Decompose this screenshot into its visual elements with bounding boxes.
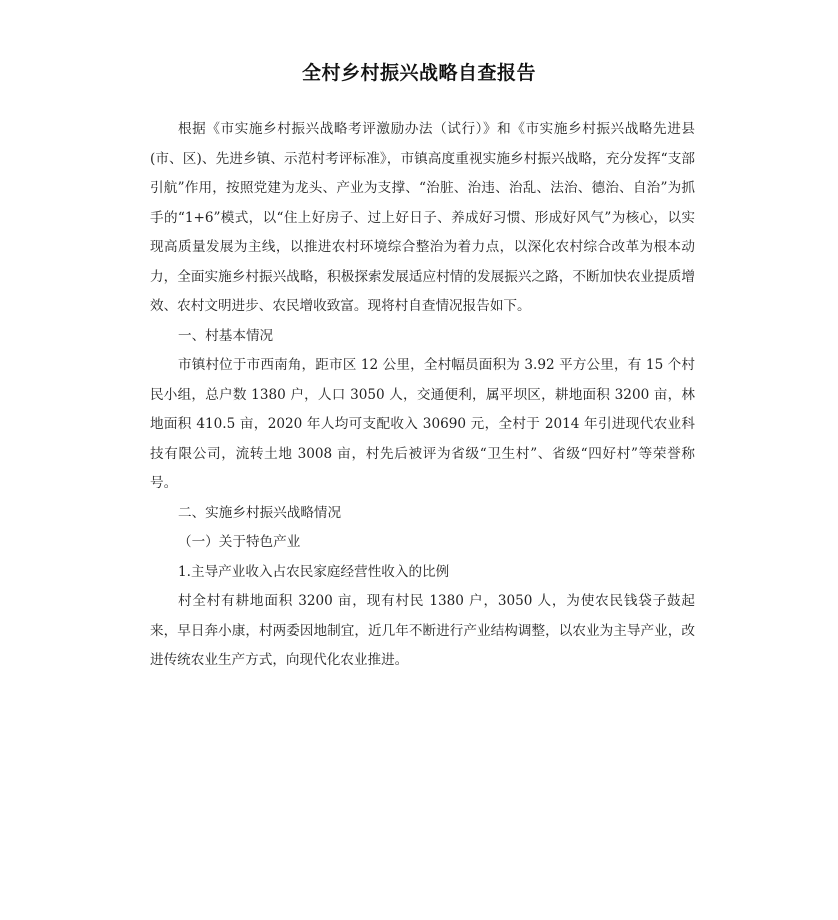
- document-title: 全村乡村振兴战略自查报告: [301, 62, 536, 84]
- item-heading-income-ratio: 1.主导产业收入占农民家庭经营性收入的比例: [178, 563, 450, 580]
- basic-info-paragraph: 市镇村位于市西南角，距市区 12 公里，全村幅员面积为 3.92 平方公里，有 15 个村民小组，总户数 1380 户，人口 3050 人，交通便利，属平坝区，耕地面积 3200 亩，林地面积 410.5 亩，2020 年人均可支配收入 30690 元，全村于 2014 年引进现代农业科技有限公司，流转土地 3008 亩，村先后被评为省级“卫生村”、省级“四好村”等荣誉称号。: [150, 357, 695, 491]
- section-heading-basic-info: 一、村基本情况: [178, 327, 274, 344]
- intro-paragraph: 根据《市实施乡村振兴战略考评激励办法（试行）》和《市实施乡村振兴战略先进县(市、区)、先进乡镇、示范村考评标准》，市镇高度重视实施乡村振兴战略，充分发挥“支部引航”作用，按照党建为龙头、产业为支撑、“治脏、治违、治乱、法治、德治、自治”为抓手的“1+6”模式，以“住上好房子、过上好日子、养成好习惯、形成好风气”为核心，以实现高质量发展为主线，以推进农村环境综合整治为着力点，以深化农村综合改革为根本动力，全面实施乡村振兴战略，积极探索发展适应村情的发展振兴之路，不断加快农业提质增效、农村文明进步、农民增收致富。现将村自查情况报告如下。: [150, 121, 695, 314]
- section-heading-implementation: 二、实施乡村振兴战略情况: [178, 504, 342, 521]
- industry-paragraph: 村全村有耕地面积 3200 亩，现有村民 1380 户，3050 人，为使农民钱袋子鼓起来，早日奔小康，村两委因地制宜，近几年不断进行产业结构调整，以农业为主导产业，改进传统农业生产方式，向现代化农业推进。: [150, 593, 695, 668]
- document-body: [150, 115, 695, 676]
- subsection-heading-industry: （一）关于特色产业: [178, 534, 301, 550]
